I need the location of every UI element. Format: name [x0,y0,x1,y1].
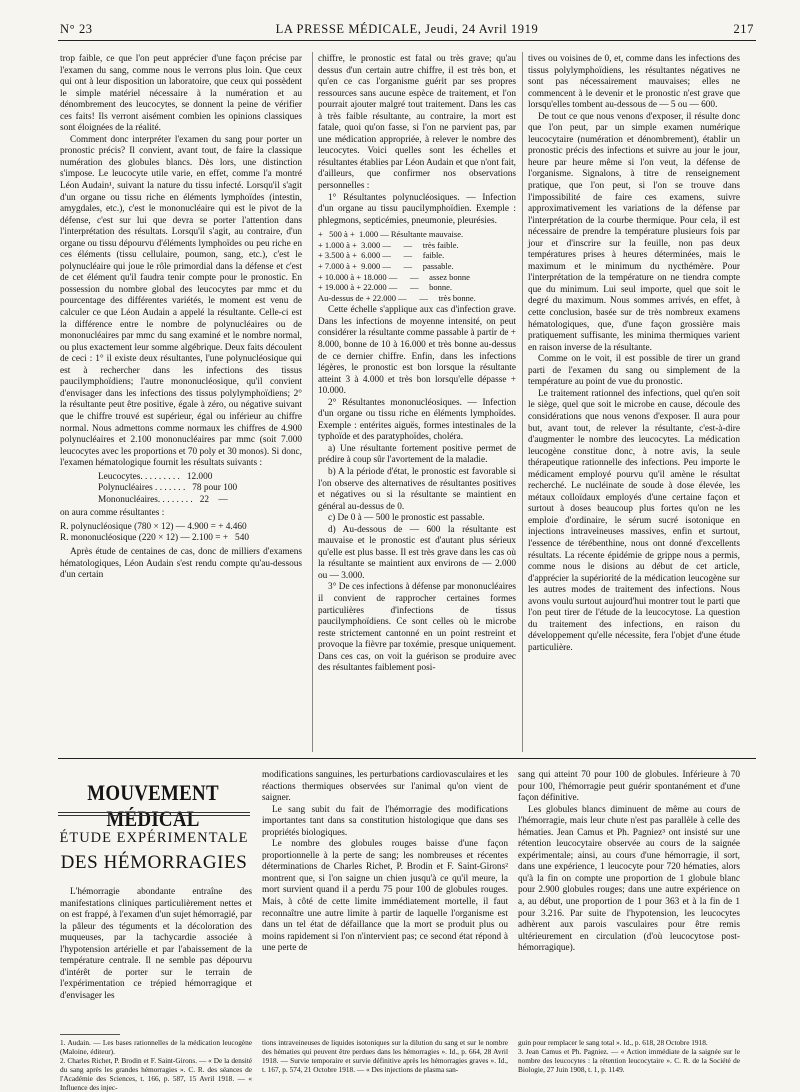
journal-title: LA PRESSE MÉDICALE, Jeudi, 24 Avril 1919 [275,22,539,36]
table-row: R. mononucléosique (220 × 12) — 2.100 = + 540 [60,533,249,544]
paragraph: modifications sanguines, les perturbations cardiovasculaires et les réactions thermiques observées sur l'animal qu'on vient de saigner. [262,770,508,804]
footnotes-3 [518,1038,740,1074]
article2-column-1 [60,887,252,1002]
paragraph: 1° Résultantes polynucléosiques. — Infection d'un organe au tissu paucilymphoïdien. Exemple : phlegmons, septicémies, pneumonie, pleurésies. [318,192,516,226]
resultante-table [60,522,302,545]
table-row: + 7.000 à + 9.000 — — passable. [318,260,454,271]
paragraph: c) De 0 à — 500 le pronostic est passable. [328,513,485,524]
paragraph: Les globules blancs diminuent de même au cours de l'hémorragie, mais leur chute n'est pas parallèle à celle des hématies. Jean Camus et Ph. Pagniez³ ont insisté sur une rétention leucocytaire observée au cours de la saignée expérimentale; ainsi, au cours d'une hémorragie, il sort, dans une expérience, 1 leucocyte pour 720 hématies, alors qu'à la fin on compte une proportion de 1 globule blanc pour 2.900 globules rouges; dans une autre expérience on a, au début, une proportion de 1 pour 363 et à la fin de 1 pour 3.216. Par suite de l'hypotension, les leucocytes adhèrent aux parois vasculaires pour être remis ultérieurement en circulation (d'où leucocytose post-hémorragique). [518,804,740,954]
paragraph: tives ou voisines de 0, et, comme dans les infections des tissus polylymphoïdiens, les résultantes négatives ne sont pas nécessairement mauvaises; elles ne commencent à le devenir et le pronostic n'est grave que lorsqu'elles tombent au-dessous de — 5 ou — 600. [528,54,740,111]
table-row: + 500 à + 1.000 — Résultante mauvaise. [318,229,464,240]
paragraph: Le sang subit du fait de l'hémorragie des modifications importantes tant dans sa constitution histologique que dans ses propriétés biologiques. [262,804,508,838]
paragraph: Après étude de centaines de cas, donc de milliers d'examens hématologiques, Léon Audain s'est rendu compte qu'au-dessous d'un certain [60,546,302,581]
footnote: guin pour remplacer le sang total ». Id., p. 618, 28 Octobre 1918. [518,1038,708,1047]
table-row: Polynucléaires . . . . . . . 78 pour 100 [98,483,238,494]
table-row: + 1.000 à + 3.000 — — très faible. [318,239,459,250]
paragraph: on aura comme résultantes : [60,508,165,519]
column-2 [318,54,516,675]
table-row: Au-dessus de + 22.000 — — très bonne. [318,292,476,303]
paragraph: trop faible, ce que l'on peut apprécier d'une façon précise par l'examen du sang, comme nous le verrons plus loin. Que ceux qui ont à leur disposition un laboratoire, que ceux qui possèdent le simple matériel nécessaire à la numération et au dénombrement des leucocytes, se donnent la peine de vérifier ces faits! Ils verront aisément combien les opinions classiques sont éloignées de la réalité. [60,54,302,134]
page-number: 217 [733,22,754,36]
table-row: + 19.000 à + 22.000 — — bonne. [318,282,453,293]
paragraph: d) Au-dessous de — 600 la résultante est mauvaise et le pronostic est d'autant plus sérieux qu'elle est plus basse. Il est très grave dans les cas où la résultante se maintient aux environs de — 2.000 ou — 3.000. [318,524,516,581]
section-divider [58,758,756,759]
column-rule [522,52,523,752]
footnote: 2. Charles Richet, P. Brodin et F. Saint-Girons. — « De la densité du sang après les grandes hémorragies ». C. R. des séances de l'Académie des Sciences, t. 166, p. 587, 15 Avril 1918. — « Influence des injec- [60,1056,252,1092]
paragraph: a) Une résultante fortement positive permet de prédire à coup sûr l'avortement de la maladie. [318,443,516,466]
paragraph: Le traitement rationnel des infections, quel qu'en soit le siège, quel que soit le microbe en cause, découle des considérations que nous venons d'exposer. Il aura pour but, avant tout, de relever la résultante, c'est-à-dire d'augmenter le nombre des leucocytes. La médication leucogène constitue donc, à notre avis, la seule thérapeutique rationnelle des infections. Peu importe le médicament employé pourvu qu'il amène le résultat recherché. Le nucléinate de soude à dose élevée, les métaux colloïdaux employés d'une certaine façon et surtout à doses beaucoup plus fortes qu'on ne les emploie d'ordinaire, le sérum sucré isotonique en injections intraveineuses massives, enfin et surtout, l'essence de térébenthine, nous ont donné d'excellents résultats. La récente épidémie de grippe nous a permis, comme nous le disions au début de cet article, d'apprécier la supériorité de la médication leucogène sur les autres modes de traitement des infections. Nous avons voulu surtout aujourd'hui montrer tout le parti que l'on peut tirer de l'étude de la leucocytose. La question du traitement des infections, en raison du développement qu'elle nécessite, fera l'objet d'une étude particulière. [528,388,740,653]
table-row: Mononucléaires. . . . . . . . 22 — [98,494,228,505]
paragraph: Cette échelle s'applique aux cas d'infection grave. Dans les infections de moyenne intensité, on peut considérer la résultante comme passable à partir de + 8.000, bonne de 10 à 16.000 et très bonne au-dessus de ce dernier chiffre. Enfin, dans les infections légères, le pronostic est bon lorsque la résultante atteint 3 à 4.000 et très bon lorsqu'elle dépasse + 10.000. [318,305,516,397]
column-1 [60,54,302,582]
column-3 [528,54,740,654]
footnote-rule [60,1034,120,1035]
paragraph: De tout ce que nous venons d'exposer, il résulte donc que l'on peut, par un simple examen numérique leucocytaire (numération et dénombrement), établir un pronostic précis des infections et suivre au jour le jour, heure par heure même si l'on veut, la défense de l'organisme. Signalons, à titre de renseignement pratique, que l'on peut, si l'on se trouve dans l'impossibilité de faire ces examens, suivre approximativement les variations de la défense par l'interprétation de la courbe thermique. Pour cela, il est nécessaire de prendre la température plusieurs fois par jour et d'inscrire sur la feuille, non pas deux températures prises à heures déterminées, mais le maximum et le minimum du nycthémère. Pour l'interprétation de la température on ne tiendra compte que du minimum. Lui seul importe, quel que soit le degré du maximum. Nous sommes arrivés, en effet, à cette conclusion, basée sur de très nombreux examens hématologiques, que, d'une façon grossière mais pratiquement suffisante, les minima thermiques varient en raison inverse de la résultante. [528,111,740,353]
paragraph: Comment donc interpréter l'examen du sang pour porter un pronostic précis? Il convient, avant tout, de faire la classique numération des globules blancs. Dès lors, une distinction s'impose. Le leucocyte utile varie, en effet, comme l'a montré Léon Audain¹, suivant la nature du tissu infecté. Lorsqu'il s'agit d'un organe ou tissu riche en éléments lymphoïdes (intestin, amygdales, etc.), c'est le mononucléaire qui est le pivot de la défense, c'est sur lui que devra se porter l'attention dans l'interprétation des résultats. Lorsqu'il s'agit, au contraire, d'un organe ou tissu dépourvu d'éléments lymphoïdes ou peu riche en ces éléments (tissu cellulaire, poumon, sang, etc.), c'est le polynucléaire qui joue le rôle primordial dans la défense et c'est de cet élément qu'il faudra tenir compte pour le pronostic. En possession du nombre global des leucocytes par mmc et du pourcentage des différentes variétés, le moment est venu de calculer ce que Léon Audain a appelé la résultante. Celle-ci est la différence entre le nombre de polynucléaires ou de mononucléaires par mmc du sang examiné et le nombre normal, ou plus exactement leur somme algébrique. Deux faits découlent de ceci : 1° il existe deux résultantes, l'une polynucléosique qui est à rechercher dans les infections des tissus paucilymphoïdiens; l'autre mononucléosique, qu'il convient d'envisager dans les infections des tissus polylymphoïdiens; 2° la résultante peut être positive, égale à zéro, ou négative suivant que le chiffre trouvé est supérieur, égal ou inférieur au chiffre normal. Nous admettons comme normaux les chiffres de 4.900 polynucléaires et 2.100 mononucléaires par mmc (soit 7.000 leucocytes avec les proportions et 70 poly et 30 monos). Si donc, l'examen hématologique fournit les résultats suivants : [60,134,302,469]
paragraph: b) A la période d'état, le pronostic est favorable si l'on observe des alternatives de résultantes positives et négatives ou si la résultante se maintient en général au-dessus de 0. [318,467,516,512]
footnotes-1 [60,1038,252,1092]
scale-table [318,229,516,303]
paragraph: 3° De ces infections à défense par mononucléaires il convient de rapprocher certaines formes particulières d'infections de tissus paucilymphoïdiens. Ce sont celles où le microbe reste strictement cantonné en un point restreint et provoque la fièvre par toxémie, presque uniquement. Dans ces cas, on voit la guérison se produire avec des résultantes faiblement posi- [318,582,516,674]
issue-number: N° 23 [60,22,93,36]
table-row: R. polynucléosique (780 × 12) — 4.900 = + 4.460 [60,521,247,532]
paragraph: chiffre, le pronostic est fatal ou très grave; qu'au dessus d'un certain autre chiffre, il est très bon, et qu'en ce cas l'organisme guérit par ses propres ressources sans aucune espèce de traitement, et l'on pourrait ajouter malgré tout traitement. Dans les cas à très faible résultante, au contraire, la mort est fatale, quoi qu'on fasse, si l'on ne parvient pas, par une médication appropriée, à relever le nombre des leucocytes. Voici quelles sont les échelles et résultantes établies par Léon Audain et que n'ont fait, d'ailleurs, que confirmer nos observations personnelles : [318,54,516,192]
footnote: 3. Jean Camus et Ph. Pagniez. — « Action immédiate de la saignée sur le nombre des leucocytes : la rétention leucocytaire ». C. R. de la Société de Biologie, 27 Juin 1908, t. 1, p. 1149. [518,1047,740,1074]
paragraph: L'hémorragie abondante entraîne des manifestations cliniques particulièrement nettes et on est frappé, à l'examen d'un sujet hémorragié, par la pâleur des téguments et la décoloration des muqueuses, par la tachycardie associée à l'hypotension artérielle et par l'abaissement de la température centrale. Il ne semble pas dépourvu d'intérêt de porter sur le terrain de l'expérimentation ce trépied hémorragique et d'envisager les [60,887,252,1001]
article2-column-2 [262,770,508,955]
paragraph: 2° Résultantes mononucléosiques. — Infection d'un organe ou tissu riche en éléments lymphoïdes. Exemple : entérites aiguës, formes intestinales de la typhoïde et des paratyphoïdes, choléra. [318,397,516,443]
footnote: 1. Audain. — Les bases rationnelles de la médication leucogène (Maloine, éditeur). [60,1038,252,1056]
section-heading: MOUVEMENT MÉDICAL [87,780,219,831]
leucocyte-table [60,472,302,507]
heading-rule [58,815,250,816]
table-row: + 10.000 à + 18.000 — — assez bonne [318,271,470,282]
footnotes-2 [262,1038,508,1074]
article2-column-3 [518,770,740,955]
heading-rule [58,812,250,813]
article-subtitle: ÉTUDE EXPÉRIMENTALE [59,830,249,846]
paragraph: sang qui atteint 70 pour 100 de globules. Inférieure à 70 pour 100, l'hémorragie peut guérir spontanément et d'une façon définitive. [518,770,740,804]
paragraph: Le nombre des globules rouges baisse d'une façon proportionnelle à la perte de sang; les nombreuses et récentes déterminations de Charles Richet, P. Brodin et F. Saint-Girons² montrent que, si l'on saigne un chien jusqu'à ce qu'il meure, la mort survient quand il a perdu 75 pour 100 de globules rouges. Mais, à côté de cette limite immédiatement mortelle, il faut reconnaître une autre limite à partir de laquelle l'organisme est dans un tel état de défaillance que la mort se produit plus ou moins rapidement si l'on n'intervient pas; ce second état répond à une perte de [262,839,508,954]
article-title: DES HÉMORRAGIES [60,852,248,873]
column-rule [312,52,313,752]
table-row: Leucocytes. . . . . . . . . 12.000 [98,471,213,482]
footnote: tions intraveineuses de liquides isotoniques sur la dilution du sang et sur le nombre des hématies qui peuvent être perdues dans les hémorragies ». Id., p. 664, 28 Avril 1918. — Survie temporaire et survie définitive après les hémorragies graves ». Id., t. 167, p. 574, 21 Octobre 1918. — « Des injections de plasma san- [262,1038,508,1074]
paragraph: Comme on le voit, il est possible de tirer un grand parti de l'examen du sang ou simplement de la température au point de vue du pronostic. [528,354,740,388]
table-row: + 3.500 à + 6.000 — — faible. [318,250,445,261]
page-header [58,18,756,41]
